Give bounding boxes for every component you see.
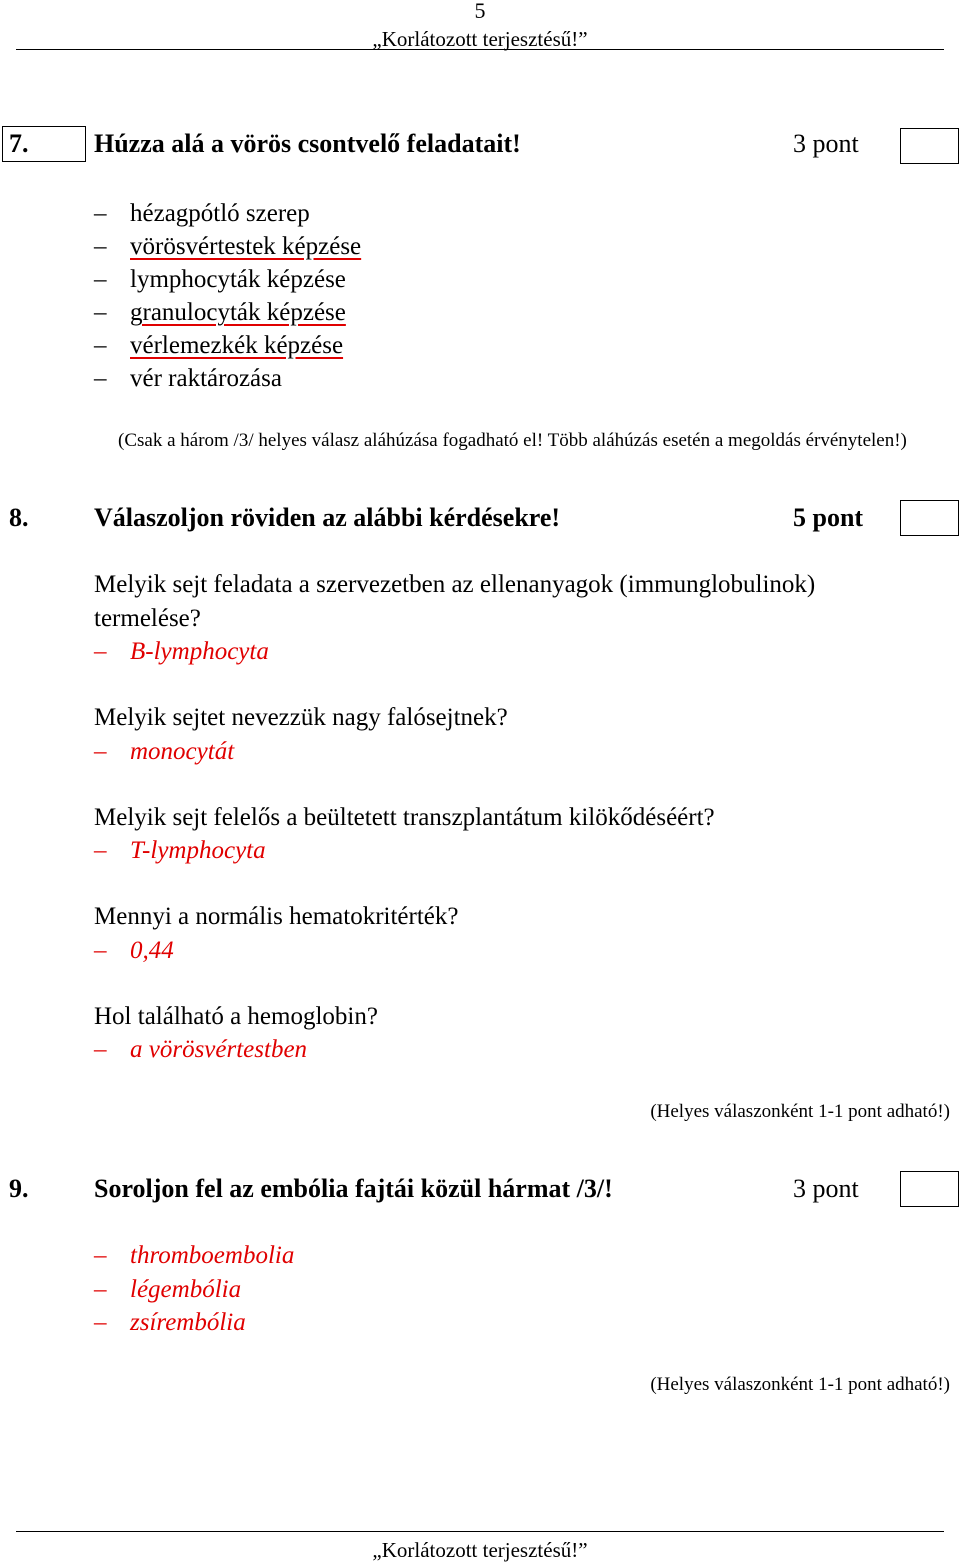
- q7-option-text-underlined: granulocyták képzése: [130, 299, 346, 326]
- q8-answer-text: B-lymphocyta: [130, 638, 269, 665]
- q9-note: (Helyes válaszonként 1-1 pont adható!): [650, 1374, 950, 1395]
- q8-answer-dash: –: [94, 638, 107, 665]
- q7-option-dash: –: [94, 332, 107, 359]
- q9-answer-dash: –: [94, 1242, 107, 1269]
- q9-answer: [94, 1309, 246, 1337]
- q8-answer: [94, 638, 269, 666]
- q8-answer-text: 0,44: [130, 937, 174, 964]
- q9-answer-dash: –: [94, 1309, 107, 1336]
- q8-title: Válaszoljon röviden az alábbi kérdésekre!: [94, 503, 561, 532]
- q7-note: (Csak a három /3/ helyes válasz aláhúzása fogadható el! Több aláhúzás esetén a megoldás érvénytelen!): [118, 430, 907, 451]
- q9-score-box[interactable]: [900, 1171, 959, 1207]
- footer-rule: [16, 1531, 944, 1532]
- q7-number: 7.: [9, 129, 29, 158]
- q8-answer: [94, 837, 266, 865]
- q7-option-text: hézagpótló szerep: [130, 200, 310, 227]
- q8-answer: [94, 738, 234, 766]
- q9-points: 3 pont: [793, 1174, 859, 1203]
- q8-points: 5 pont: [793, 503, 864, 532]
- q8-answer-dash: –: [94, 738, 107, 765]
- q7-option-dash: –: [94, 365, 107, 392]
- q7-points: 3 pont: [793, 129, 859, 158]
- q8-question-text: Melyik sejt felelős a beültetett transzplantátum kilökődéséért?: [94, 804, 715, 831]
- q9-title: Soroljon fel az embólia fajtái közül hármat /3/!: [94, 1174, 613, 1203]
- header-notice: „Korlátozott terjesztésű!”: [372, 27, 588, 51]
- q9-number: 9.: [9, 1174, 29, 1203]
- q7-option: [94, 266, 346, 294]
- q8-answer-dash: –: [94, 1036, 107, 1063]
- q8-answer-text: a vörösvértestben: [130, 1036, 308, 1063]
- q7-option: [94, 365, 282, 393]
- page-number: 5: [474, 0, 486, 23]
- q8-answer-dash: –: [94, 937, 107, 964]
- q7-option-text: lymphocyták képzése: [130, 266, 346, 293]
- q8-score-box[interactable]: [900, 500, 959, 536]
- q7-option: [94, 233, 361, 261]
- q9-answer: [94, 1276, 241, 1304]
- q7-option-text-underlined: vérlemezkék képzése: [130, 332, 344, 359]
- q8-note: (Helyes válaszonként 1-1 pont adható!): [650, 1101, 950, 1122]
- q7-option: [94, 200, 310, 228]
- q8-number: 8.: [9, 503, 29, 532]
- q9-answer-text: légembólia: [130, 1276, 242, 1303]
- q7-option-text-underlined: vörösvértestek képzése: [130, 233, 362, 260]
- q7-option-text: vér raktározása: [130, 365, 282, 392]
- header-rule: [16, 49, 944, 50]
- q9-answer-text: thromboembolia: [130, 1242, 295, 1269]
- q8-answer-text: monocytát: [130, 738, 235, 765]
- q7-option-dash: –: [94, 233, 107, 260]
- footer-notice: „Korlátozott terjesztésű!”: [372, 1538, 588, 1562]
- q8-answer-text: T-lymphocyta: [130, 837, 266, 864]
- q7-title: Húzza alá a vörös csontvelő feladatait!: [94, 129, 521, 158]
- q9-answer: [94, 1242, 294, 1270]
- q7-option-dash: –: [94, 299, 107, 326]
- q7-option: [94, 332, 343, 360]
- q9-answer-dash: –: [94, 1276, 107, 1303]
- q8-question-text: Mennyi a normális hematokritérték?: [94, 903, 459, 930]
- q8-answer-dash: –: [94, 837, 107, 864]
- q8-question-text: termelése?: [94, 605, 201, 632]
- q8-answer: [94, 937, 174, 965]
- q8-question-text: Melyik sejtet nevezzük nagy falósejtnek?: [94, 704, 508, 731]
- q7-option: [94, 299, 346, 327]
- q8-answer: [94, 1036, 307, 1064]
- q8-question-text: Hol található a hemoglobin?: [94, 1003, 378, 1030]
- q7-score-box[interactable]: [900, 128, 959, 164]
- q7-option-dash: –: [94, 200, 107, 227]
- q8-question-text: Melyik sejt feladata a szervezetben az ellenanyagok (immunglobulinok): [94, 571, 816, 598]
- q7-option-dash: –: [94, 266, 107, 293]
- q9-answer-text: zsírembólia: [130, 1309, 246, 1336]
